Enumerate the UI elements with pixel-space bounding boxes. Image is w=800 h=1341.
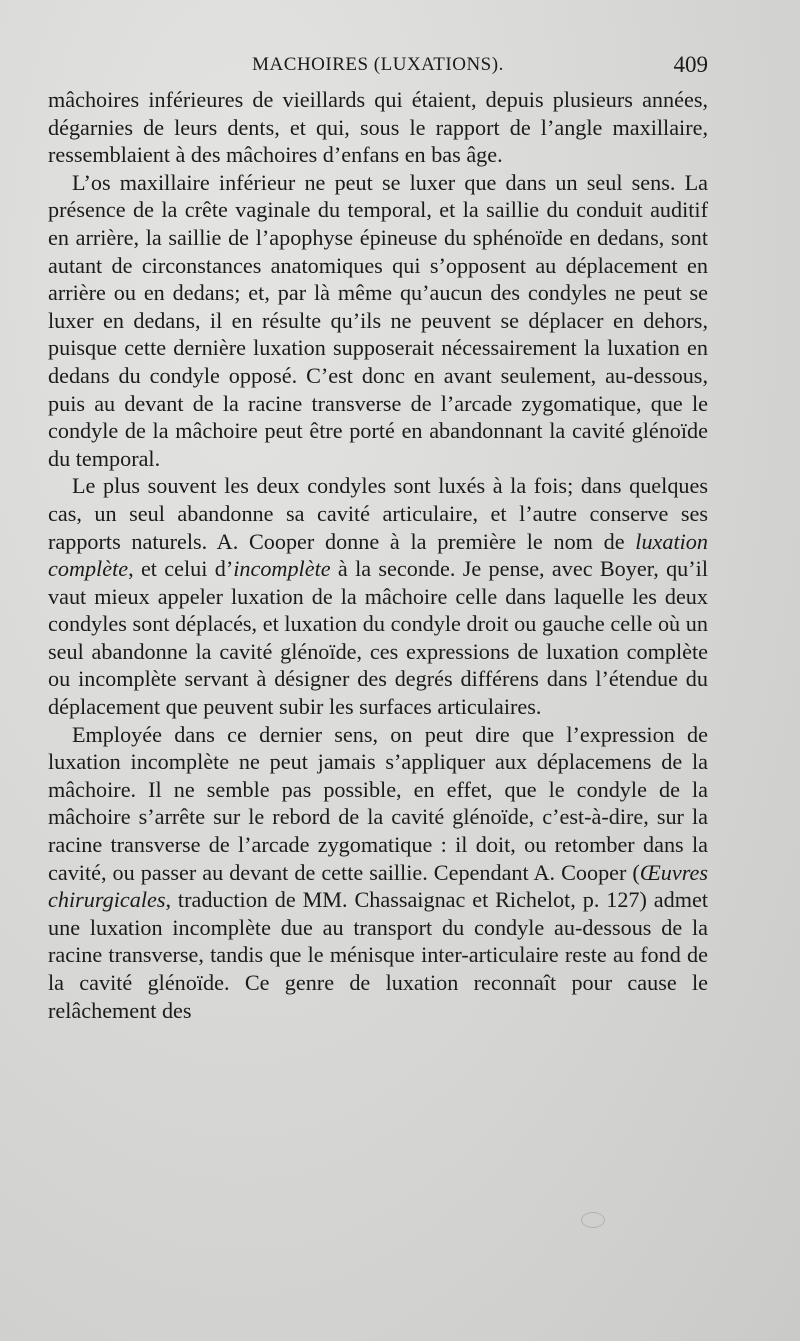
italic-text: luxation complète	[48, 528, 708, 582]
paragraph	[48, 169, 708, 473]
text-segment: Employée dans ce dernier sens, on peut dire que l’expression de luxation incomplète ne peut jamais s’appliquer aux déplacemens de la mâchoire. Il ne semble pas possible, en effet, que le condyle de la mâchoire s’arrête sur le rebord de la cavité glénoïde, c’est-à-dire, sur la racine transverse de l’arcade zygomatique : il doit, ou retomber dans la cavité, ou passer au devant de cette saillie. Cependant A. Cooper (	[48, 721, 708, 885]
text-segment: à la seconde. Je pense, avec Boyer, qu’il vaut mieux appeler luxation de la mâchoire celle dans laquelle les deux condyles sont déplacés, et luxation du condyle droit ou gauche celle où un seul abandonne la cavité glénoïde, ces expressions de luxation complète ou incomplète servant à désigner des degrés différens dans l’étendue du déplacement que peuvent subir les surfaces articulaires.	[48, 556, 708, 720]
paper-smudge	[581, 1212, 605, 1228]
paragraph	[48, 472, 708, 720]
italic-text: Œuvres chirurgicales	[48, 859, 708, 913]
italic-text: incomplète	[233, 556, 331, 582]
page-header	[48, 46, 708, 86]
text-segment: L’os maxillaire inférieur ne peut se luxer que dans un seul sens. La présence de la crête vaginale du temporal, et la saillie du conduit auditif en arrière, la saillie de l’apophyse épineuse du sphénoïde en dedans, sont autant de circonstances anatomiques qui s’opposent au déplacement en arrière ou en dedans; et, par là même qu’aucun des condyles ne peut se luxer en dedans, il en résulte qu’ils ne peuvent se déplacer en dehors, puisque cette dernière luxation supposerait nécessairement la luxation en dedans du condyle opposé. C’est donc en avant seulement, au-dessous, puis au devant de la racine transverse de l’arcade zygomatique, que le condyle de la mâchoire peut être porté en abandonnant la cavité glénoïde du temporal.	[48, 169, 708, 471]
text-segment: , traduction de MM. Chassaignac et Richelot, p. 127) admet une luxation incomplète due au transport du condyle au-dessous de la racine transverse, tandis que le ménisque inter-articulaire reste au fond de la cavité glénoïde. Ce genre de luxation reconnaît pour cause le relâchement des	[48, 887, 708, 1023]
page-number: 409	[673, 52, 708, 77]
running-title: MACHOIRES (LUXATIONS).	[252, 54, 504, 75]
paragraph	[48, 721, 708, 1025]
text-segment: , et celui d’	[128, 556, 234, 582]
paragraph	[48, 86, 708, 169]
book-page	[48, 46, 708, 1024]
body-text	[48, 86, 708, 1024]
text-segment: Le plus souvent les deux condyles sont luxés à la fois; dans quelques cas, un seul abandonne sa cavité articulaire, et l’autre conserve ses rapports naturels. A. Cooper donne à la première le nom de	[48, 473, 708, 554]
text-segment: mâchoires inférieures de vieillards qui étaient, depuis plusieurs années, dégarnies de leurs dents, et qui, sous le rapport de l’angle maxillaire, ressemblaient à des mâchoires d’enfans en bas âge.	[48, 87, 708, 168]
